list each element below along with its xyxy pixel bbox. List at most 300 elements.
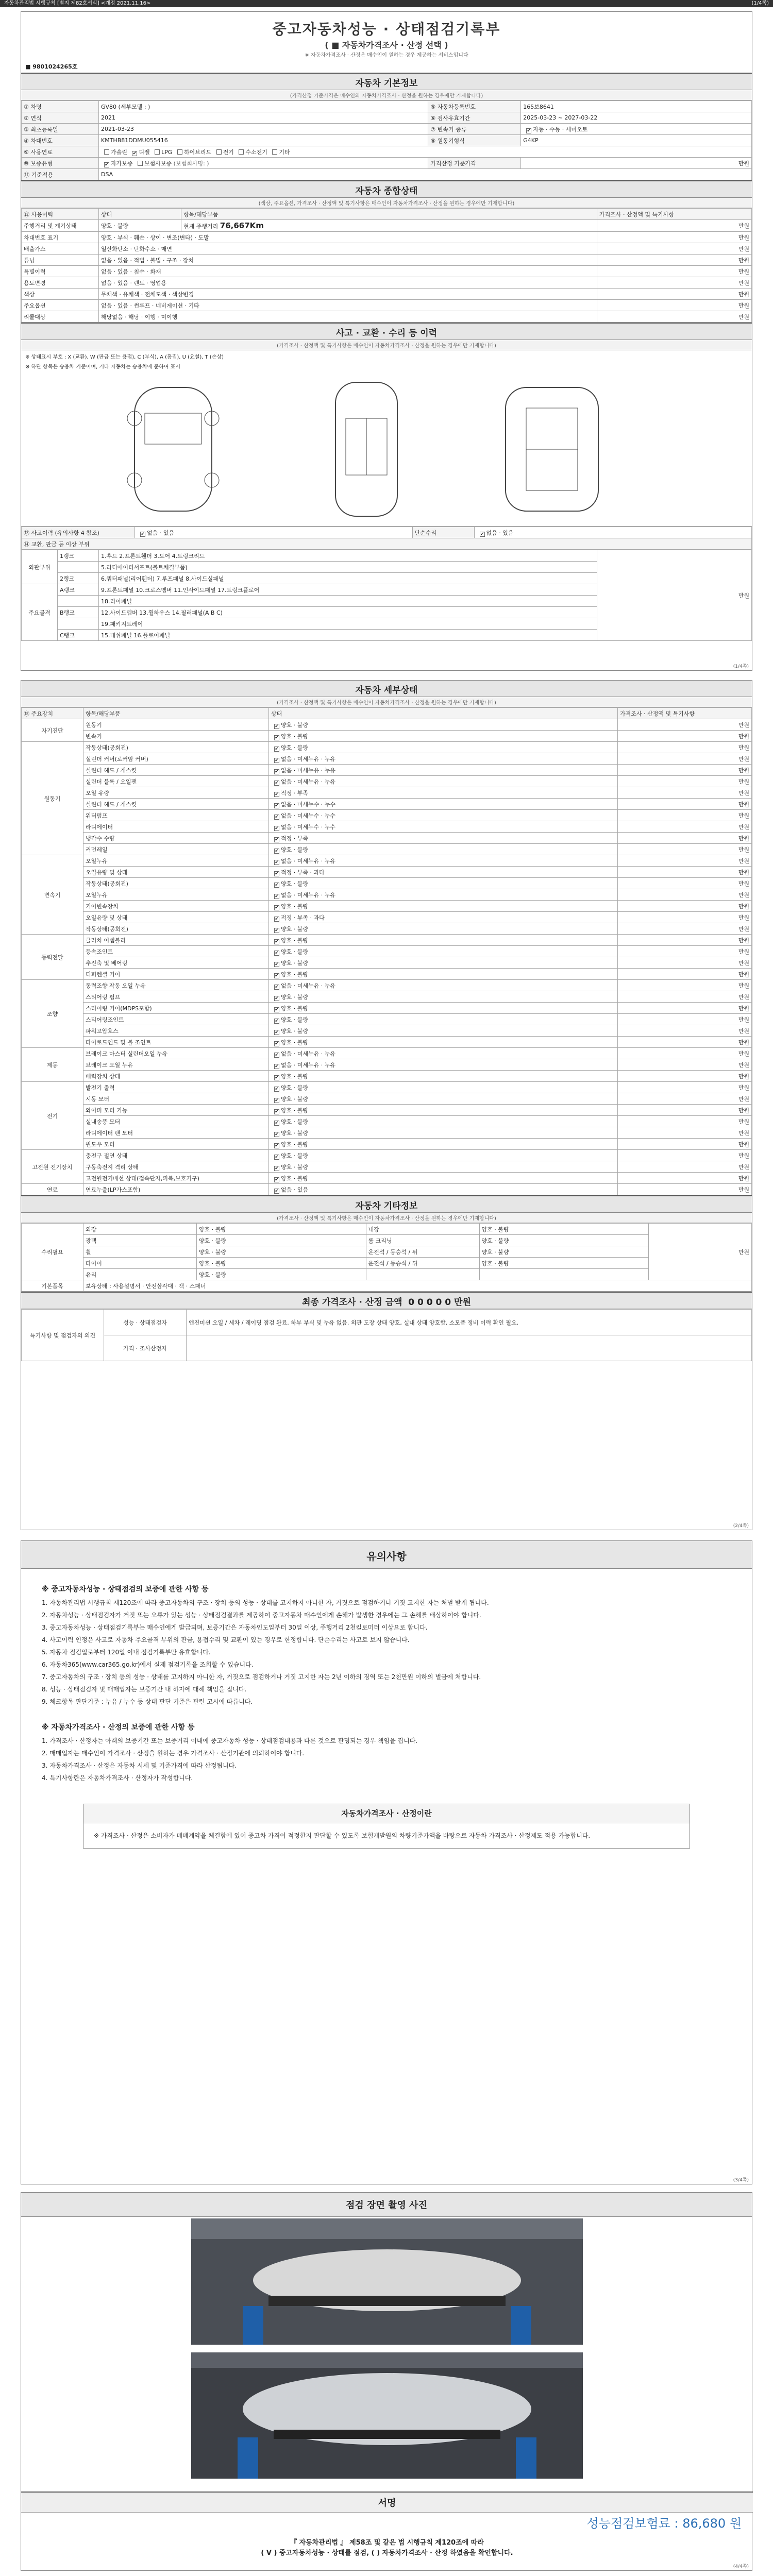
checkbox-icon bbox=[274, 1075, 279, 1080]
checkbox-icon bbox=[274, 826, 279, 831]
detail-item: 충전구 절연 상태 bbox=[83, 1150, 269, 1161]
detail-state bbox=[269, 957, 618, 969]
checkbox-icon bbox=[274, 860, 279, 865]
detail-row bbox=[22, 969, 752, 980]
detail-row bbox=[22, 1116, 752, 1127]
summary-status: 양호 · 부식 · 훼손 · 상이 · 변조(변타) · 도말 bbox=[99, 232, 597, 243]
detail-row bbox=[22, 765, 752, 776]
detail-item: 작동상태(공회전) bbox=[83, 742, 269, 753]
col-parts: 항목/해당부품 bbox=[181, 209, 597, 220]
value-plate: 165보8641 bbox=[521, 101, 752, 112]
car-front-icon bbox=[114, 377, 232, 521]
detail-state bbox=[269, 1025, 618, 1037]
accident-table bbox=[21, 527, 752, 550]
rank-parts: 1.후드 2.프론트휀더 3.도어 4.트렁크리드 bbox=[99, 550, 597, 562]
detail-row bbox=[22, 1161, 752, 1173]
warranty-options bbox=[99, 158, 428, 169]
detail-row bbox=[22, 1071, 752, 1082]
detail-state bbox=[269, 923, 618, 935]
checkbox-icon bbox=[272, 149, 277, 155]
footer-line-2: ( V ) 중고자동차성능 · 상태를 점검, ( ) 자동차가격조사 · 산정 하였음을 확인합니다. bbox=[261, 2549, 513, 2557]
detail-unit: 만원 bbox=[618, 1014, 752, 1025]
rank-parts: 15.대쉬패널 16.플로어패널 bbox=[99, 630, 597, 641]
detail-state-text: 양호 · 불량 bbox=[281, 1107, 308, 1114]
rank-label: B랭크 bbox=[58, 607, 99, 618]
summary-item: 리콜대상 bbox=[22, 311, 99, 323]
signature-heading: 서명 bbox=[21, 2492, 753, 2513]
detail-state-text: 양호 · 불량 bbox=[281, 903, 308, 910]
summary-note: (색상, 주요옵션, 가격조사 · 산정액 및 특기사항은 매수인이 자동차가격조사 · 산정을 원하는 경우에만 기재합니다) bbox=[21, 198, 752, 208]
detail-item: 시동 모터 bbox=[83, 1093, 269, 1105]
detail-item: 변속기 bbox=[83, 731, 269, 742]
checkbox-icon bbox=[274, 894, 279, 899]
detail-group: 전기 bbox=[22, 1082, 83, 1150]
etc-state: 양호 · 불량 bbox=[479, 1258, 649, 1269]
summary-item: 주요옵션 bbox=[22, 300, 99, 311]
repair-label: 수리필요 bbox=[22, 1224, 83, 1280]
fuel-option: 기타 bbox=[279, 148, 290, 156]
etc-item: 휠 bbox=[83, 1246, 197, 1258]
detail-state bbox=[269, 753, 618, 765]
detail-item: 클러치 어셈블리 bbox=[83, 935, 269, 946]
etc-item: 광택 bbox=[83, 1235, 197, 1246]
detail-state-text: 없음 · 미세누유 · 누유 bbox=[281, 767, 335, 774]
summary-item: 특별이력 bbox=[22, 266, 99, 277]
detail-row bbox=[22, 742, 752, 753]
detail-state-text: 양호 · 불량 bbox=[281, 1005, 308, 1012]
detail-item: 실린더 헤드 / 개스킷 bbox=[83, 799, 269, 810]
etc-state: 양호 · 불량 bbox=[197, 1269, 366, 1280]
detail-state-text: 양호 · 불량 bbox=[281, 1118, 308, 1125]
summary-status: 없음 · 있음 · 썬루프 · 네비게이션 · 기타 bbox=[99, 300, 597, 311]
form-reference: 자동차관리법 시행규칙 [별지 제82호서식] <개정 2021.11.16> bbox=[4, 1, 151, 6]
detail-unit: 만원 bbox=[618, 935, 752, 946]
insurance-fee: 성능점검보험료 : 86,680 원 bbox=[586, 2516, 742, 2531]
checkbox-icon bbox=[274, 758, 279, 763]
detail-state bbox=[269, 946, 618, 957]
detail-item: 배력장치 상태 bbox=[83, 1071, 269, 1082]
col-price: 가격조사 · 산정액 및 특기사항 bbox=[597, 209, 752, 220]
detail-heading: 자동차 세부상태 bbox=[21, 681, 752, 697]
detail-state bbox=[269, 1048, 618, 1059]
accident-heading: 사고 · 교환 · 수리 등 이력 bbox=[21, 323, 752, 340]
detail-item: 등속조인트 bbox=[83, 946, 269, 957]
col-history: ⑫ 사용이력 bbox=[22, 209, 99, 220]
detail-item: 구동축전지 격리 상태 bbox=[83, 1161, 269, 1173]
detail-state-text: 없음 · 미세누유 · 누유 bbox=[281, 755, 335, 762]
detail-unit: 만원 bbox=[618, 901, 752, 912]
label-transmission: ⑦ 변속기 종류 bbox=[428, 124, 521, 135]
detail-unit: 만원 bbox=[618, 1093, 752, 1105]
label-base-price: 가격산정 기준가격 bbox=[428, 158, 521, 169]
detail-unit: 만원 bbox=[618, 799, 752, 810]
detail-table bbox=[21, 707, 752, 1195]
notice-item: 2. 자동차성능 · 상태점검자가 거짓 또는 오류가 있는 성능 · 상태점검결과를 제공하여 중고자동차 매수인에게 손해가 발생한 경우에는 그 손해를 배상하여야 합니다. bbox=[42, 1612, 481, 1619]
detail-unit: 만원 bbox=[618, 776, 752, 787]
detail-unit: 만원 bbox=[618, 889, 752, 901]
detail-state-text: 양호 · 불량 bbox=[281, 846, 308, 853]
detail-state bbox=[269, 1037, 618, 1048]
detail-item: 와이퍼 모터 기능 bbox=[83, 1105, 269, 1116]
summary-unit: 만원 bbox=[597, 220, 752, 232]
accident-history-value: 없음 · 있음 bbox=[147, 529, 174, 536]
label-fuel: ⑨ 사용연료 bbox=[22, 146, 99, 158]
detail-state-text: 없음 · 미세누유 · 누유 bbox=[281, 857, 335, 865]
summary-item: 배출가스 bbox=[22, 243, 99, 255]
detail-state-text: 양호 · 불량 bbox=[281, 1129, 308, 1137]
final-title: 최종 가격조사 · 산정 금액 bbox=[302, 1297, 402, 1308]
document-title: 중고자동차성능 · 상태점검기록부 bbox=[272, 21, 501, 38]
notice-item: 8. 성능 · 상태점검자 및 매매업자는 보증기간 내 하자에 대해 책임을 집니다. bbox=[42, 1686, 247, 1693]
page-number: (2/4쪽) bbox=[733, 1523, 749, 1529]
detail-state-text: 적정 · 부족 · 과다 bbox=[281, 914, 325, 921]
checkbox-icon bbox=[274, 917, 279, 922]
etc-item: 운전석 / 동승석 / 뒤 bbox=[366, 1246, 479, 1258]
detail-item: 브레이크 오일 누유 bbox=[83, 1059, 269, 1071]
summary-item: 주행거리 및 계기상태 bbox=[22, 220, 99, 232]
detail-state-text: 없음 · 미세누수 · 누수 bbox=[281, 801, 335, 808]
rank-parts: 6.쿼터패널(리어휀더) 7.루프패널 8.사이드실패널 bbox=[99, 573, 597, 584]
detail-state-text: 양호 · 불량 bbox=[281, 1084, 308, 1091]
detail-state-text: 적정 · 부족 bbox=[281, 789, 308, 796]
detail-state-text: 양호 · 불량 bbox=[281, 1073, 308, 1080]
value-first-reg: 2021-03-23 bbox=[99, 124, 428, 135]
detail-unit: 만원 bbox=[618, 991, 752, 1003]
checkbox-icon bbox=[274, 1007, 279, 1012]
etc-item: 외장 bbox=[83, 1224, 197, 1235]
summary-unit: 만원 bbox=[597, 289, 752, 300]
checkbox-icon bbox=[274, 996, 279, 1001]
detail-group: 연료 bbox=[22, 1184, 83, 1195]
car-top-icon bbox=[310, 377, 423, 521]
car-frame-icon bbox=[485, 377, 619, 521]
notice-heading: 유의사항 bbox=[21, 1541, 752, 1569]
detail-state-text: 없음 · 미세누유 · 누유 bbox=[281, 1050, 335, 1057]
footer-line-1: 『 자동차관리법 』 제58조 및 같은 법 시행규칙 제120조에 따라 bbox=[290, 2539, 484, 2547]
detail-unit: 만원 bbox=[618, 957, 752, 969]
checkbox-icon bbox=[274, 815, 279, 820]
detail-row bbox=[22, 1105, 752, 1116]
detail-unit: 만원 bbox=[618, 867, 752, 878]
col-device: ⑮ 주요장치 bbox=[22, 708, 83, 719]
detail-state bbox=[269, 765, 618, 776]
checkbox-icon bbox=[274, 1132, 279, 1137]
summary-unit: 만원 bbox=[597, 311, 752, 323]
detail-group: 동력전달 bbox=[22, 935, 83, 980]
detail-item: 타이로드엔드 및 볼 조인트 bbox=[83, 1037, 269, 1048]
detail-unit: 만원 bbox=[618, 912, 752, 923]
etc-state bbox=[479, 1269, 649, 1280]
detail-state bbox=[269, 969, 618, 980]
checkbox-icon bbox=[274, 962, 279, 967]
remark-label: 특기사항 및 점검자의 의견 bbox=[22, 1310, 104, 1361]
inspection-photo-2 bbox=[191, 2352, 583, 2479]
detail-row bbox=[22, 1150, 752, 1161]
value-transmission bbox=[521, 124, 752, 135]
detail-state bbox=[269, 731, 618, 742]
top-bar bbox=[0, 0, 773, 7]
detail-row bbox=[22, 810, 752, 821]
rank-label bbox=[58, 618, 99, 630]
detail-state-text: 없음 · 미세누유 · 누유 bbox=[281, 778, 335, 785]
summary-status: 해당없음 · 해당 · 이행 · 미이행 bbox=[99, 311, 597, 323]
rank-group-frame: 주요골격 bbox=[22, 584, 58, 641]
detail-note: (가격조사 · 산정액 및 특기사항은 매수인이 자동차가격조사 · 산정을 원하는 경우에만 기재합니다) bbox=[21, 697, 752, 707]
checkbox-icon bbox=[274, 792, 279, 797]
detail-unit: 만원 bbox=[618, 878, 752, 889]
detail-row bbox=[22, 833, 752, 844]
fuel-option: 수소전기 bbox=[245, 148, 267, 156]
summary-status: 없음 · 있음 · 렌트 · 영업용 bbox=[99, 277, 597, 289]
rank-label: 2랭크 bbox=[58, 573, 99, 584]
detail-unit: 만원 bbox=[618, 946, 752, 957]
checkbox-icon bbox=[274, 781, 279, 786]
notice-item: 1. 자동차관리법 시행규칙 제120조에 따라 중고자동차의 구조 · 장치 등의 성능 · 상태를 고지하지 아니한 자, 거짓으로 점검하거나 거짓 고지한 자는 처벌 받게 됩니다. bbox=[42, 1599, 489, 1606]
rank-table bbox=[21, 550, 752, 641]
detail-group: 변속기 bbox=[22, 855, 83, 935]
detail-unit: 만원 bbox=[618, 1082, 752, 1093]
checkbox-icon bbox=[274, 1166, 279, 1171]
detail-row bbox=[22, 957, 752, 969]
col-price: 가격조사 · 산정액 및 특기사항 bbox=[618, 708, 752, 719]
detail-row bbox=[22, 1139, 752, 1150]
rank-parts: 9.프론트패널 10.크로스멤버 11.인사이드패널 17.트렁크플로어 bbox=[99, 584, 597, 596]
detail-unit: 만원 bbox=[618, 753, 752, 765]
page-indicator: (1/4쪽) bbox=[751, 1, 769, 6]
basic-items-label: 기본품목 bbox=[22, 1280, 83, 1292]
remark-appraiser-value bbox=[187, 1335, 752, 1361]
transmission-options: 자동 · 수동 · 세미오토 bbox=[533, 126, 588, 133]
detail-item: 실린더 블록 / 오일팬 bbox=[83, 776, 269, 787]
detail-item: 실린더 커버(로커암 커버) bbox=[83, 753, 269, 765]
checkbox-icon bbox=[177, 149, 182, 155]
detail-unit: 만원 bbox=[618, 980, 752, 991]
detail-state bbox=[269, 1116, 618, 1127]
rank-group-outer: 외판부위 bbox=[22, 550, 58, 584]
detail-state-text: 없음 · 있음 bbox=[281, 1186, 308, 1193]
label-first-reg: ③ 최초등록일 bbox=[22, 124, 99, 135]
detail-state-text: 없음 · 미세누수 · 누수 bbox=[281, 823, 335, 831]
insurer-name: (보험회사명: ) bbox=[173, 160, 209, 167]
detail-state bbox=[269, 776, 618, 787]
checkbox-icon bbox=[480, 532, 485, 537]
etc-item: 룸 크리닝 bbox=[366, 1235, 479, 1246]
etc-state: 양호 · 불량 bbox=[197, 1224, 366, 1235]
checkbox-icon bbox=[138, 161, 143, 166]
detail-state bbox=[269, 719, 618, 731]
detail-state bbox=[269, 1003, 618, 1014]
label-vin: ④ 차대번호 bbox=[22, 135, 99, 146]
detail-item: 냉각수 수량 bbox=[83, 833, 269, 844]
detail-item: 오일누유 bbox=[83, 889, 269, 901]
warranty-option: 자가보증 bbox=[111, 160, 133, 167]
appraisal-info-box bbox=[83, 1804, 690, 1849]
etc-table bbox=[21, 1223, 752, 1292]
checkbox-icon bbox=[274, 951, 279, 956]
checkbox-icon bbox=[526, 128, 531, 133]
detail-row bbox=[22, 1093, 752, 1105]
detail-row bbox=[22, 1082, 752, 1093]
detail-unit: 만원 bbox=[618, 1116, 752, 1127]
rank-parts: 18.리어패널 bbox=[99, 596, 597, 607]
detail-row bbox=[22, 776, 752, 787]
detail-state bbox=[269, 867, 618, 878]
rank-unit: 만원 bbox=[597, 550, 752, 641]
detail-row bbox=[22, 821, 752, 833]
checkbox-icon bbox=[274, 985, 279, 990]
basic-info-note: (가격산정 기준가격은 매수인의 자동차가격조사 · 산정을 원하는 경우에만 기재합니다) bbox=[21, 90, 752, 100]
detail-item: 스티어링조인트 bbox=[83, 1014, 269, 1025]
summary-unit: 만원 bbox=[597, 266, 752, 277]
remark-text: 엔진미션 오일 / 세차 / 레이딩 점검 완료. 하부 부식 및 누유 없음. 외관 도장 상태 양호, 실내 상태 양호함. 소모품 정비 이력 확인 필요. bbox=[187, 1310, 752, 1335]
page-3 bbox=[21, 1540, 752, 2184]
checkbox-icon bbox=[132, 151, 137, 156]
detail-state bbox=[269, 1139, 618, 1150]
detail-state-text: 양호 · 불량 bbox=[281, 1039, 308, 1046]
detail-state bbox=[269, 1184, 618, 1195]
etc-item: 내장 bbox=[366, 1224, 479, 1235]
value-car-name: GV80 (세부모델 : ) bbox=[99, 101, 428, 112]
checkbox-icon bbox=[274, 803, 279, 808]
detail-state bbox=[269, 844, 618, 855]
detail-row bbox=[22, 878, 752, 889]
detail-state-text: 적정 · 부족 · 과다 bbox=[281, 869, 325, 876]
checkbox-icon bbox=[274, 735, 279, 740]
detail-state bbox=[269, 980, 618, 991]
summary-status: 양호 · 불량 bbox=[99, 220, 181, 232]
checkbox-icon bbox=[274, 1143, 279, 1148]
detail-unit: 만원 bbox=[618, 787, 752, 799]
notice-item: 6. 자동차365(www.car365.go.kr)에서 실제 점검기록을 조회할 수 있습니다. bbox=[42, 1661, 254, 1668]
checkbox-icon bbox=[274, 1155, 279, 1160]
detail-unit: 만원 bbox=[618, 765, 752, 776]
checkbox-icon bbox=[274, 1098, 279, 1103]
summary-unit: 만원 bbox=[597, 243, 752, 255]
checkbox-icon bbox=[274, 849, 279, 854]
detail-state bbox=[269, 821, 618, 833]
detail-state-text: 양호 · 불량 bbox=[281, 733, 308, 740]
etc-unit: 만원 bbox=[649, 1224, 752, 1280]
detail-row bbox=[22, 923, 752, 935]
detail-item: 기어변속장치 bbox=[83, 901, 269, 912]
detail-group: 자기진단 bbox=[22, 719, 83, 742]
warranty-option: 보험사보증 bbox=[144, 160, 172, 167]
label-car-name: ① 차명 bbox=[22, 101, 99, 112]
detail-item: 실린더 헤드 / 개스킷 bbox=[83, 765, 269, 776]
detail-group: 고전원 전기장치 bbox=[22, 1150, 83, 1184]
detail-row bbox=[22, 901, 752, 912]
detail-item: 파워고압호스 bbox=[83, 1025, 269, 1037]
detail-state-text: 양호 · 불량 bbox=[281, 925, 308, 933]
detail-state-text: 양호 · 불량 bbox=[281, 971, 308, 978]
car-diagram bbox=[21, 372, 752, 527]
detail-state-text: 없음 · 미세누유 · 누유 bbox=[281, 1061, 335, 1069]
detail-unit: 만원 bbox=[618, 855, 752, 867]
appraisal-box-text: ※ 가격조사 · 산정은 소비자가 매매계약을 체결함에 있어 중고차 가격이 적정한지 판단할 수 있도록 보험개발원의 차량기준가액을 바탕으로 자동차 가격조사 · 산정제도 적용 가능합니다. bbox=[94, 1832, 591, 1839]
rank-label bbox=[58, 596, 99, 607]
detail-unit: 만원 bbox=[618, 810, 752, 821]
detail-state-text: 없음 · 미세누수 · 누수 bbox=[281, 812, 335, 819]
notice-item: 3. 중고자동차성능 · 상태점검기록부는 매수인에게 발급되며, 보증기간은 자동차인도일부터 30일 이상, 주행거리 2천킬로미터 이상으로 합니다. bbox=[42, 1624, 428, 1631]
value-inspection: 2025-03-23 ~ 2027-03-22 bbox=[521, 112, 752, 124]
detail-state bbox=[269, 1082, 618, 1093]
document-note: ※ 자동차가격조사 · 산정은 매수인이 원하는 경우 제공하는 서비스입니다 bbox=[305, 53, 468, 58]
detail-row bbox=[22, 1173, 752, 1184]
etc-heading: 자동차 기타정보 bbox=[21, 1195, 752, 1213]
notice-item: 3. 자동차가격조사 · 산정은 자동차 시세 및 기준가격에 따라 산정됩니다. bbox=[42, 1762, 237, 1769]
value-standard: DSA bbox=[99, 169, 752, 180]
mileage-cell bbox=[181, 220, 597, 232]
detail-state-text: 양호 · 불량 bbox=[281, 1141, 308, 1148]
detail-state bbox=[269, 912, 618, 923]
summary-unit: 만원 bbox=[597, 232, 752, 243]
label-accident-history: ⑬ 사고이력 (유의사항 4 참조) bbox=[22, 527, 135, 538]
detail-unit: 만원 bbox=[618, 1127, 752, 1139]
summary-item: 튜닝 bbox=[22, 255, 99, 266]
detail-item: 작동상태(공회전) bbox=[83, 878, 269, 889]
summary-unit: 만원 bbox=[597, 255, 752, 266]
checkbox-icon bbox=[274, 1109, 279, 1114]
detail-state-text: 없음 · 미세누유 · 누유 bbox=[281, 891, 335, 899]
detail-row bbox=[22, 1048, 752, 1059]
detail-state-text: 양호 · 불량 bbox=[281, 880, 308, 887]
notice-item: 5. 자동차 점검일로부터 120일 이내 점검기록부만 유효합니다. bbox=[42, 1649, 211, 1656]
detail-state-text: 양호 · 불량 bbox=[281, 1175, 308, 1182]
detail-unit: 만원 bbox=[618, 1161, 752, 1173]
detail-row bbox=[22, 1003, 752, 1014]
detail-state-text: 양호 · 불량 bbox=[281, 959, 308, 967]
detail-row bbox=[22, 991, 752, 1003]
detail-item: 오일 유량 bbox=[83, 787, 269, 799]
notice-item: 7. 중고자동차의 구조 · 장치 등의 성능 · 상태를 고지하지 아니한 자, 거짓으로 점검하거나 거짓 고지한 자는 2년 이하의 징역 또는 2천만원 이하의 벌금에 처합니다. bbox=[42, 1673, 481, 1681]
final-amount: 0 0 0 0 0 만원 bbox=[408, 1297, 471, 1308]
car-lift-photo-icon bbox=[191, 2218, 583, 2345]
detail-unit: 만원 bbox=[618, 719, 752, 731]
value-vin: KMTHB81DDMU055416 bbox=[99, 135, 428, 146]
rank-label: A랭크 bbox=[58, 584, 99, 596]
page-4 bbox=[21, 2192, 752, 2571]
summary-item: 용도변경 bbox=[22, 277, 99, 289]
detail-item: 워터펌프 bbox=[83, 810, 269, 821]
notice-item: 9. 체크항목 판단기준 : 누유 / 누수 등 상태 판단 기준은 관련 고시에 따릅니다. bbox=[42, 1698, 253, 1705]
checkbox-icon bbox=[216, 149, 222, 155]
checkbox-icon bbox=[155, 149, 160, 155]
checkbox-icon bbox=[140, 532, 145, 537]
detail-item: 작동상태(공회전) bbox=[83, 923, 269, 935]
detail-unit: 만원 bbox=[618, 742, 752, 753]
detail-row bbox=[22, 889, 752, 901]
etc-item: 타이어 bbox=[83, 1258, 197, 1269]
detail-state bbox=[269, 1127, 618, 1139]
checkbox-icon bbox=[274, 1189, 279, 1194]
simple-repair-options bbox=[474, 527, 752, 538]
summary-unit: 만원 bbox=[597, 300, 752, 311]
appraisal-box-title: 자동차가격조사 · 산정이란 bbox=[83, 1804, 690, 1823]
base-price-unit: 만원 bbox=[521, 158, 752, 169]
detail-item: 오일유량 및 상태 bbox=[83, 867, 269, 878]
fuel-options bbox=[99, 146, 752, 158]
page-number: (4/4쪽) bbox=[733, 2564, 749, 2569]
detail-item: 오일유량 및 상태 bbox=[83, 912, 269, 923]
detail-state-text: 양호 · 불량 bbox=[281, 1095, 308, 1103]
value-year: 2021 bbox=[99, 112, 428, 124]
checkbox-icon bbox=[274, 1030, 279, 1035]
detail-unit: 만원 bbox=[618, 821, 752, 833]
etc-state: 양호 · 불량 bbox=[479, 1235, 649, 1246]
checkbox-icon bbox=[274, 928, 279, 933]
detail-unit: 만원 bbox=[618, 1037, 752, 1048]
detail-state-text: 양호 · 불량 bbox=[281, 993, 308, 1001]
